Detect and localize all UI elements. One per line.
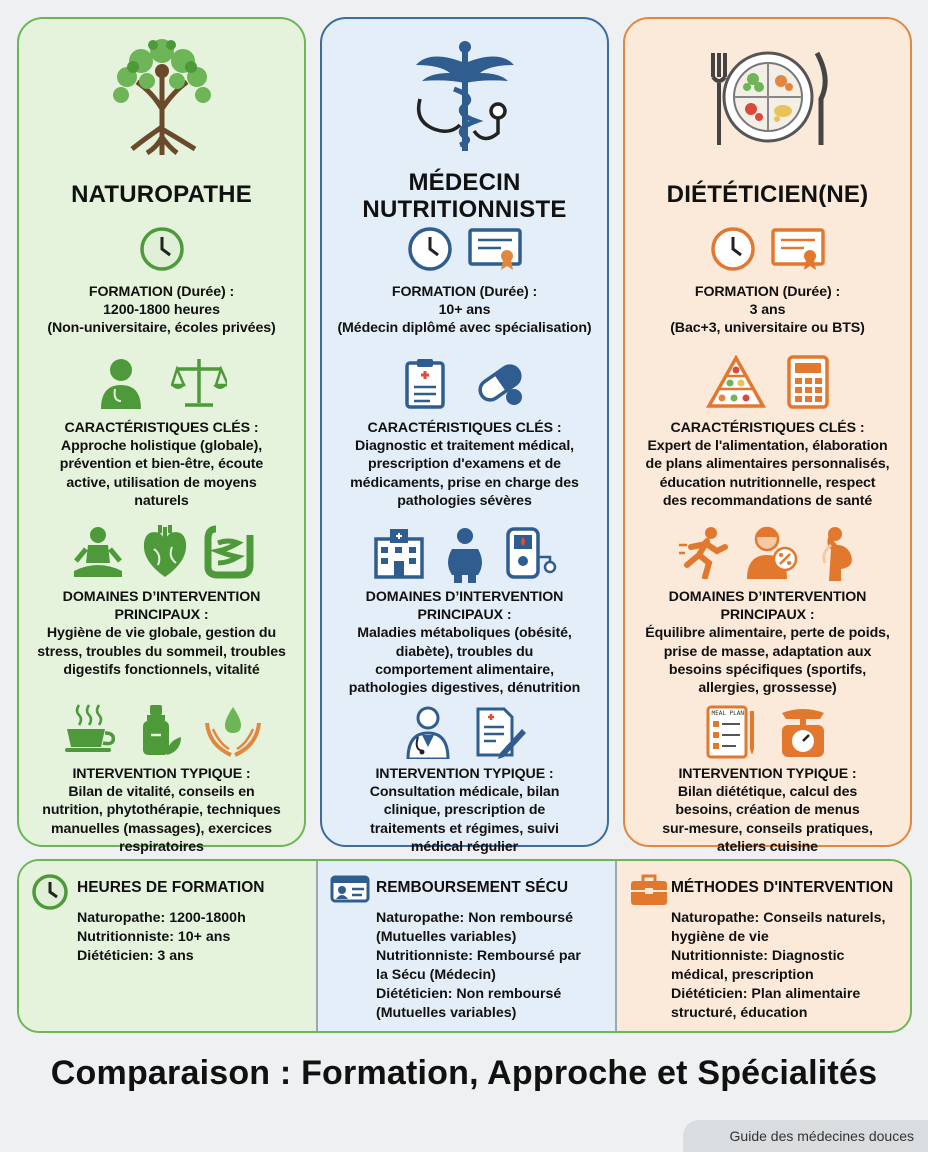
summary-line: Diététicien: Non remboursé (Mutuelles variables)	[376, 986, 562, 1021]
obese-person-icon	[444, 527, 486, 588]
column-title: DIÉTÉTICIEN(NE)	[666, 181, 869, 208]
prescription-icon	[474, 705, 526, 764]
tree-icon	[19, 37, 304, 155]
column-title: MÉDECIN NUTRITIONNISTE	[362, 169, 567, 223]
credit-label: Guide des médecines douces	[683, 1120, 928, 1152]
diploma-icon	[467, 226, 523, 277]
practitioner-icon	[97, 355, 145, 414]
caracteristiques-heading: CARACTÉRISTIQUES CLÉS :	[670, 420, 865, 436]
summary-line: Nutritionniste: Remboursé par la Sécu (Médecin)	[376, 948, 581, 983]
intestine-icon	[204, 525, 254, 584]
summary-line: Nutritionniste: 10+ ans	[77, 929, 231, 945]
calculator-icon	[786, 355, 830, 414]
person-percent-icon	[747, 525, 799, 586]
doctor-icon	[404, 705, 452, 764]
intervention-heading: INTERVENTION TYPIQUE :	[375, 766, 554, 782]
meal-plan-label: MEAL PLAN	[711, 710, 745, 717]
domaines-heading: DOMAINES D’INTERVENTION PRINCIPAUX :	[668, 589, 867, 624]
hands-water-drop-icon	[205, 703, 261, 762]
summary-line: Nutritionniste: Diagnostic médical, prescription	[671, 948, 845, 983]
caracteristiques-text: Expert de l'alimentation, élaboration de plans alimentaires personnalisés, éducation nutritionnelle, respect des recommandations de santé	[645, 438, 890, 509]
food-pyramid-icon	[706, 355, 766, 414]
formation-text: 3 ans (Bac+3, universitaire ou BTS)	[670, 302, 865, 337]
summary-line: Naturopathe: Non remboursé (Mutuelles variables)	[376, 910, 574, 945]
kitchen-scale-icon	[776, 705, 830, 764]
clock-icon	[407, 226, 453, 277]
caduceus-stethoscope-icon	[322, 39, 607, 157]
summary-panel	[17, 859, 912, 1033]
glucometer-icon	[504, 527, 558, 588]
summary-methodes-title: MÉTHODES D'INTERVENTION	[671, 879, 894, 896]
runner-icon	[679, 525, 729, 586]
intervention-text: Bilan diététique, calcul des besoins, création de menus sur-mesure, conseils pratiques, ateliers cuisine	[662, 784, 873, 855]
briefcase-icon	[629, 873, 669, 912]
clock-icon	[710, 226, 756, 277]
summary-line: Naturopathe: Conseils naturels, hygiène de vie	[671, 910, 886, 945]
scales-icon	[171, 355, 227, 414]
intervention-text: Bilan de vitalité, conseils en nutrition, phytothérapie, techniques manuelles (massages), exercices respiratoires	[42, 784, 281, 855]
formation-text: 1200-1800 heures (Non-universitaire, écoles privées)	[47, 302, 276, 337]
domaines-text: Hygiène de vie globale, gestion du stress, troubles du sommeil, troubles digestifs fonctionnels, vitalité	[37, 625, 286, 678]
summary-methodes	[615, 861, 910, 1031]
summary-formation-title: HEURES DE FORMATION	[77, 879, 265, 896]
summary-line: Naturopathe: 1200-1800h	[77, 910, 246, 926]
summary-line: Diététicien: Plan alimentaire structuré, éducation	[671, 986, 861, 1021]
pregnant-woman-icon	[817, 525, 857, 586]
domaines-heading: DOMAINES D’INTERVENTION PRINCIPAUX :	[365, 589, 564, 624]
summary-line: Diététicien: 3 ans	[77, 948, 194, 964]
formation-heading: FORMATION (Durée) :	[391, 284, 538, 300]
heart-icon	[140, 525, 190, 584]
summary-remboursement-title: REMBOURSEMENT SÉCU	[376, 879, 569, 896]
column-title: NATUROPATHE	[71, 181, 252, 208]
dropper-bottle-icon	[137, 703, 183, 762]
formation-heading: FORMATION (Durée) :	[694, 284, 841, 300]
clock-icon	[31, 873, 69, 916]
intervention-heading: INTERVENTION TYPIQUE :	[678, 766, 857, 782]
caracteristiques-text: Diagnostic et traitement médical, prescription d'examens et de médicaments, prise en charge des pathologies sévères	[350, 438, 579, 509]
domaines-text: Maladies métaboliques (obésité, diabète), troubles du comportement alimentaire, pathologies digestives, dénutrition	[348, 625, 581, 697]
naturopathe-column	[17, 17, 306, 855]
summary-formation	[19, 861, 316, 1031]
hospital-icon	[372, 527, 426, 588]
medecin-nutritionniste-column	[320, 17, 609, 855]
domaines-text: Équilibre alimentaire, perte de poids, prise de masse, adaptation aux besoins spécifiques (sportifs, allergies, grossesse)	[645, 625, 890, 697]
plate-cutlery-icon	[625, 49, 910, 147]
diploma-icon	[770, 226, 826, 277]
formation-heading: FORMATION (Durée) :	[88, 284, 235, 300]
caracteristiques-heading: CARACTÉRISTIQUES CLÉS :	[64, 420, 259, 436]
clock-icon	[139, 226, 185, 277]
tea-cup-icon	[63, 703, 115, 762]
caracteristiques-text: Approche holistique (globale), prévention et bien-être, écoute active, utilisation de moyens naturels	[59, 438, 264, 509]
clipboard-icon	[404, 357, 446, 414]
pill-icon	[474, 357, 526, 414]
intervention-text: Consultation médicale, bilan clinique, prescription de traitements et régimes, suivi médical régulier	[369, 784, 560, 855]
meal-plan-icon	[706, 705, 756, 759]
intervention-heading: INTERVENTION TYPIQUE :	[72, 766, 251, 782]
dieteticien-column	[623, 17, 912, 855]
formation-text: 10+ ans (Médecin diplômé avec spécialisation)	[337, 302, 592, 337]
domaines-heading: DOMAINES D’INTERVENTION PRINCIPAUX :	[62, 589, 261, 624]
meditation-icon	[70, 525, 126, 584]
page-title: Comparaison : Formation, Approche et Spécialités	[50, 1054, 878, 1092]
caracteristiques-heading: CARACTÉRISTIQUES CLÉS :	[367, 420, 562, 436]
summary-remboursement	[316, 861, 615, 1031]
id-card-icon	[330, 873, 370, 910]
